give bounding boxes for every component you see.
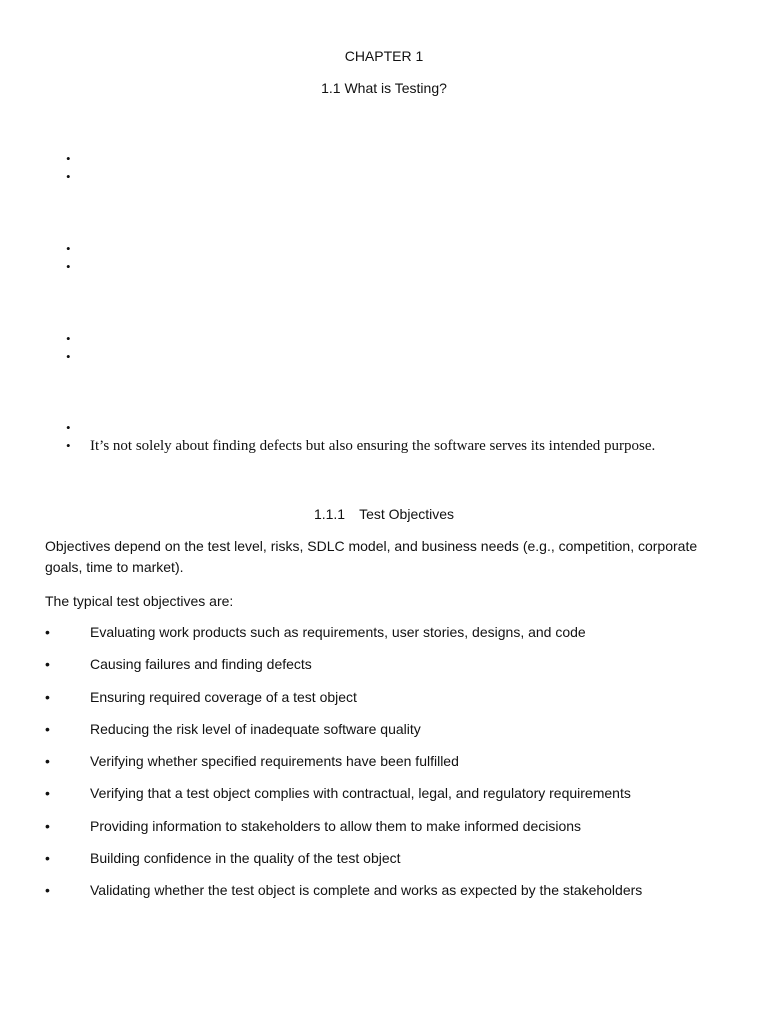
list-item — [45, 848, 745, 880]
list-item — [66, 258, 90, 276]
bullet-icon: • — [45, 624, 50, 640]
list-item — [45, 783, 745, 815]
list-item — [45, 880, 745, 912]
list-item — [66, 240, 90, 258]
bullet-icon: • — [45, 720, 50, 737]
list-lead-paragraph: The typical test objectives are: — [45, 593, 234, 609]
bullet-icon: • — [45, 753, 50, 770]
list-item-text: Ensuring required coverage of a test object — [90, 688, 357, 705]
list-item-text: Causing failures and finding defects — [90, 656, 312, 673]
list-item — [66, 168, 90, 186]
list-item — [66, 330, 90, 348]
section-heading: 1.1 What is Testing? — [321, 80, 447, 96]
list-item — [45, 654, 745, 686]
list-item — [45, 687, 745, 719]
bullet-list-4 — [66, 419, 655, 455]
list-item — [66, 419, 655, 437]
bullet-icon: • — [45, 688, 50, 705]
list-item-text: Validating whether the test object is complete and works as expected by the stakeholders — [90, 882, 643, 899]
list-item: • It’s not solely about finding defects but also ensuring the software serves its intended purpose. — [66, 437, 655, 455]
list-item — [45, 751, 745, 783]
list-item-text: Reducing the risk level of inadequate software quality — [90, 720, 421, 737]
list-item — [66, 150, 90, 168]
bullet-icon: • — [45, 882, 50, 899]
list-item — [45, 816, 745, 848]
objectives-list — [45, 622, 745, 913]
list-item-text: Providing information to stakeholders to allow them to make informed decisions — [90, 817, 582, 834]
list-item — [45, 719, 745, 751]
bullet-list-2 — [66, 240, 90, 276]
bullet-list-3 — [66, 330, 90, 366]
list-item-text: Evaluating work products such as requirements, user stories, designs, and code — [90, 624, 586, 640]
bullet-icon: • — [45, 785, 50, 802]
list-item — [45, 622, 745, 654]
list-item-text: Building confidence in the quality of the test object — [90, 850, 401, 867]
bullet-icon: • — [45, 850, 50, 867]
list-item-text: Verifying that a test object complies with contractual, legal, and regulatory requirements — [90, 785, 631, 802]
subsection-title: Test Objectives — [359, 506, 455, 522]
bullet-list-1 — [66, 150, 90, 186]
subsection-number: 1.1.1 — [313, 506, 346, 522]
chapter-heading: CHAPTER 1 — [344, 48, 424, 64]
list-item-text: Verifying whether specified requirements have been fulfilled — [90, 753, 459, 770]
list-item — [66, 348, 90, 366]
bullet-icon: • — [45, 817, 50, 834]
subsection-heading — [0, 505, 768, 523]
intro-paragraph: Objectives depend on the test level, risks, SDLC model, and business needs (e.g., competition, corporate goals, time to market). — [45, 538, 698, 575]
bullet-icon: • — [45, 656, 50, 673]
